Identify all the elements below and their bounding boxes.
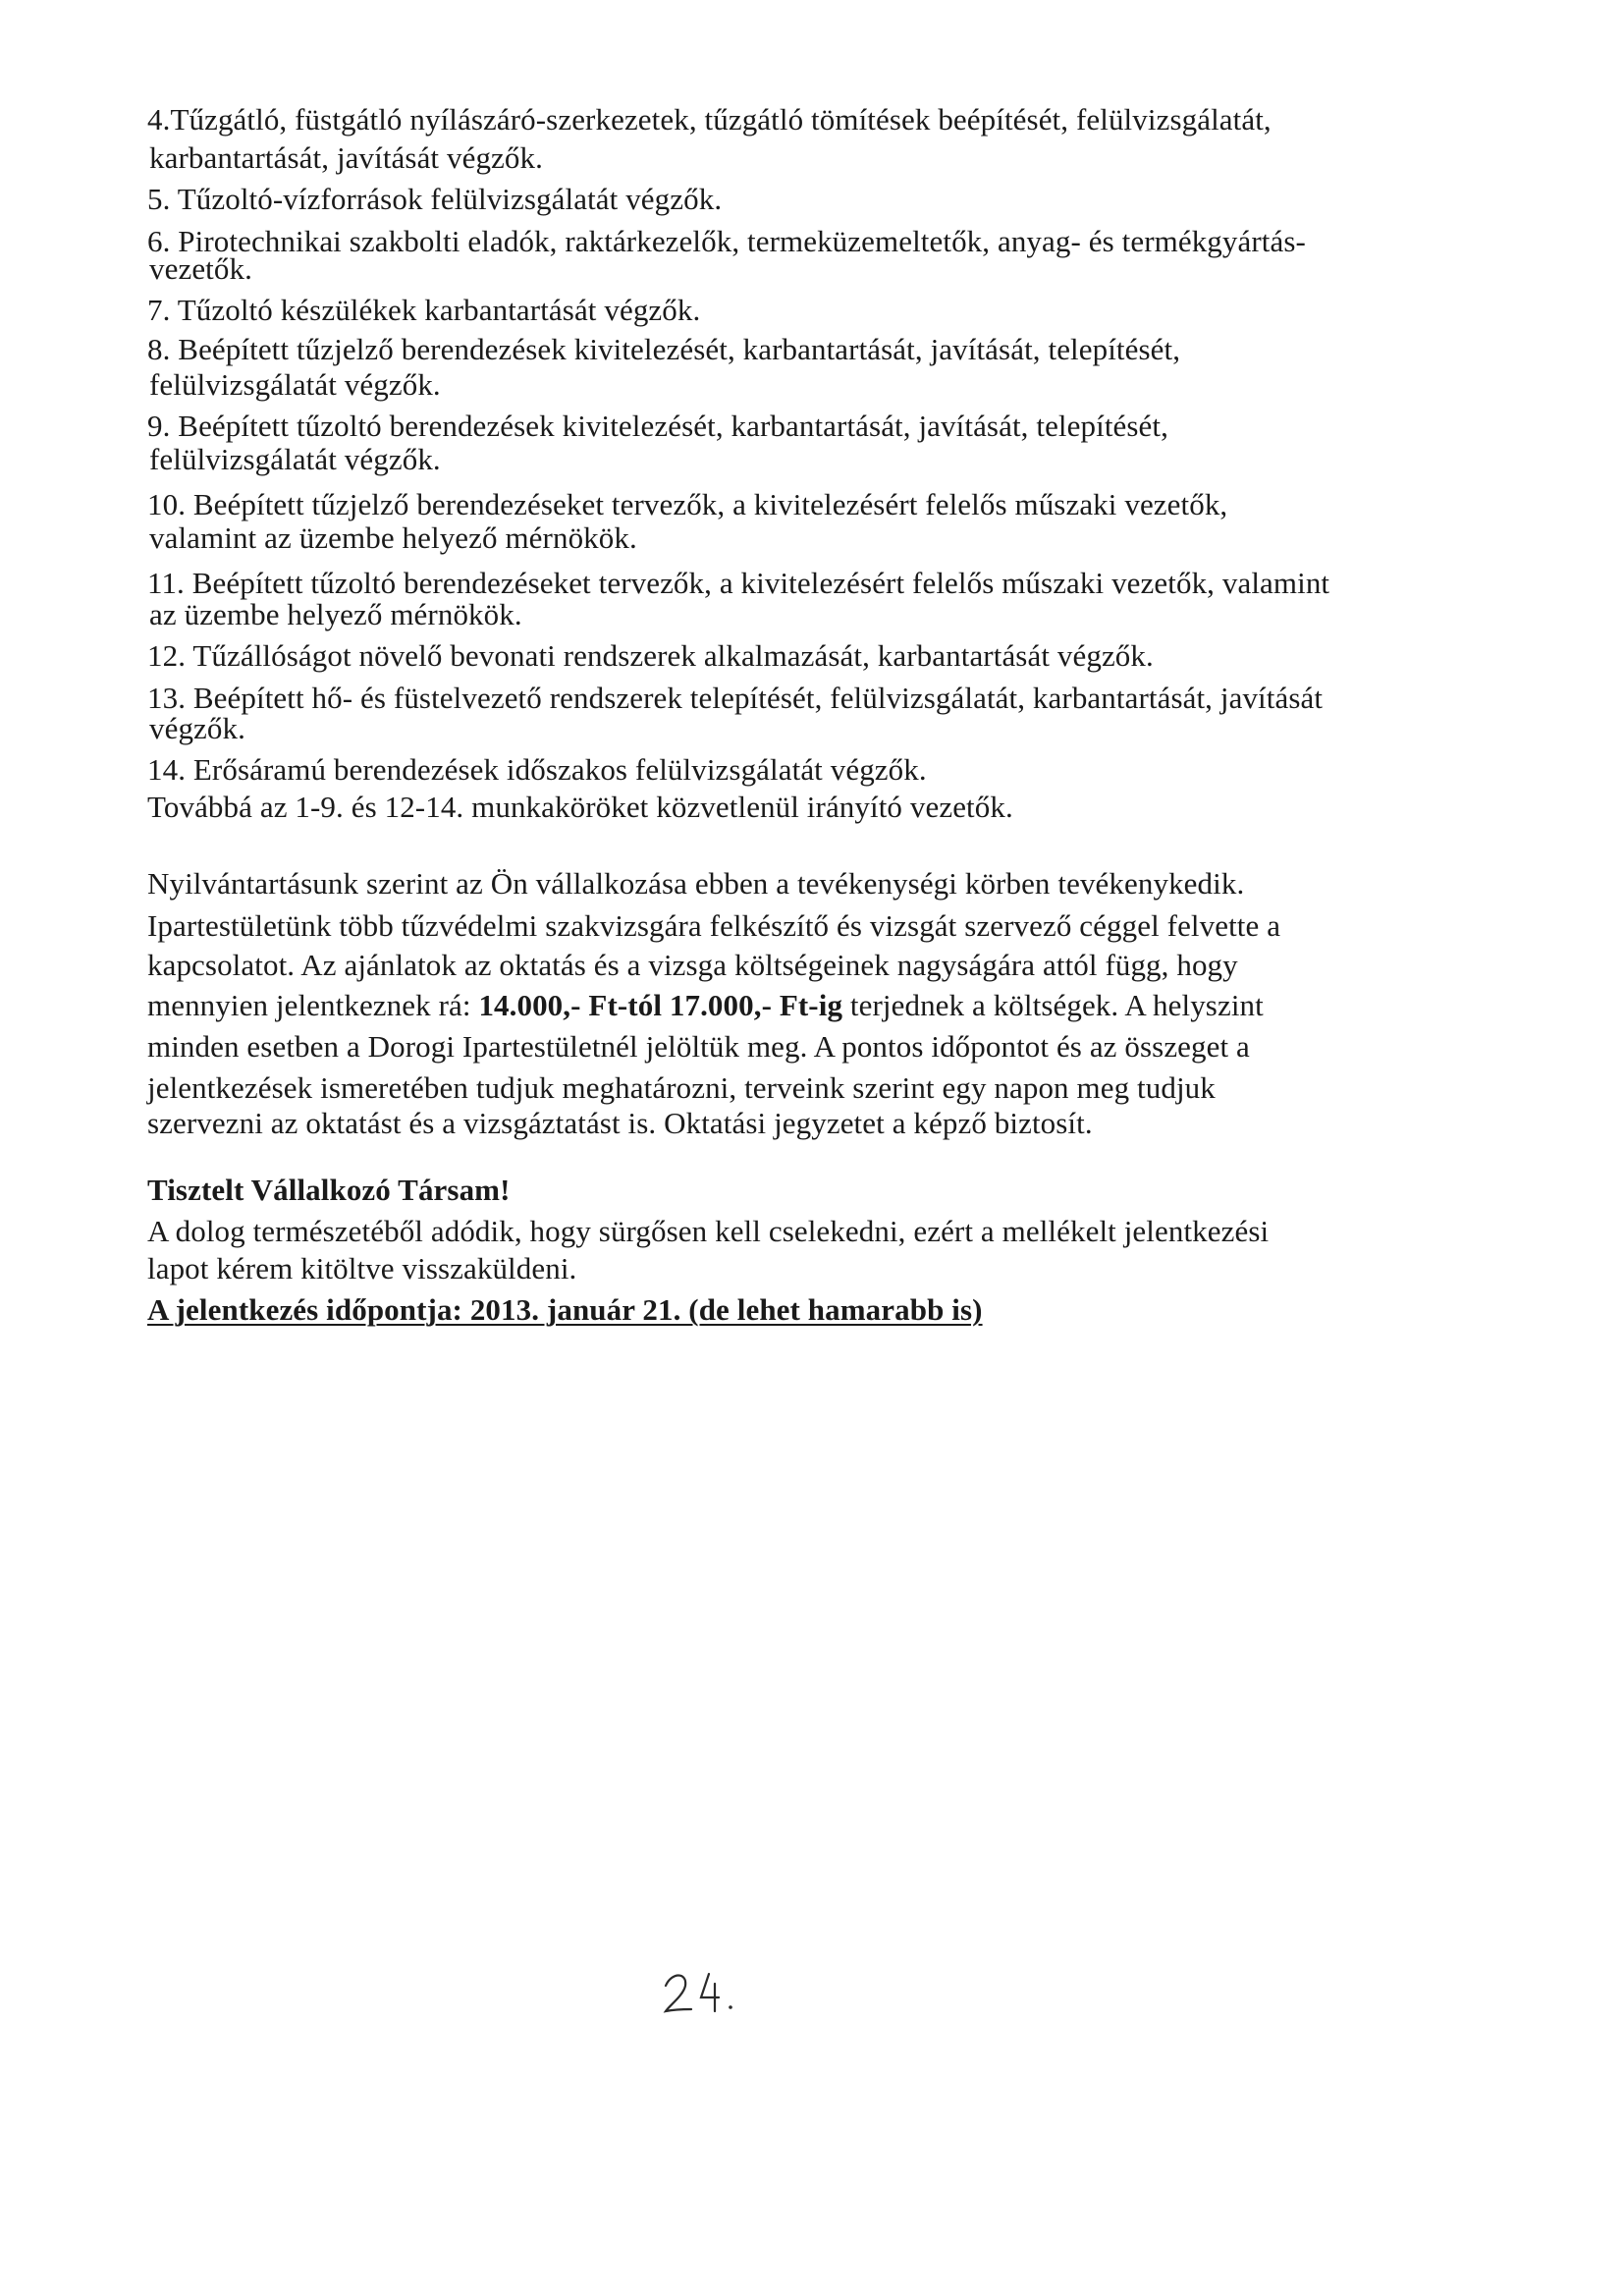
paragraph-line-5: minden esetben a Dorogi Ipartestületnél jelöltük meg. A pontos időpontot és az összeget a bbox=[147, 1029, 1250, 1064]
list-item-8-line-2: felülvizsgálatát végzők. bbox=[149, 367, 441, 402]
closing-line-2: lapot kérem kitöltve visszaküldeni. bbox=[147, 1251, 577, 1285]
list-item-7: 7. Tűzoltó készülékek karbantartását végzők. bbox=[147, 293, 701, 327]
paragraph-line-3: kapcsolatot. Az ajánlatok az oktatás és a vizsga költségeinek nagyságára attól függ, hogy bbox=[147, 948, 1238, 982]
list-item-13-line-1: 13. Beépített hő- és füstelvezető rendszerek telepítését, felülvizsgálatát, karbantartását, javítását bbox=[147, 681, 1324, 715]
deadline: A jelentkezés időpontja: 2013. január 21. (de lehet hamarabb is) bbox=[147, 1292, 983, 1327]
list-item-5: 5. Tűzoltó-vízforrások felülvizsgálatát végzők. bbox=[147, 182, 723, 216]
greeting: Tisztelt Vállalkozó Társam! bbox=[147, 1173, 511, 1207]
list-item-11-line-1: 11. Beépített tűzoltó berendezéseket tervezők, a kivitelezésért felelős műszaki vezetők, valamint bbox=[147, 566, 1330, 600]
list-item-11-line-2: az üzembe helyező mérnökök. bbox=[149, 597, 522, 631]
list-item-14: 14. Erősáramú berendezések időszakos felülvizsgálatát végzők. bbox=[147, 752, 927, 787]
list-item-8-line-1: 8. Beépített tűzjelző berendezések kivitelezését, karbantartását, javítását, telepítését, bbox=[147, 332, 1181, 366]
list-item-6-line-1: 6. Pirotechnikai szakbolti eladók, raktárkezelők, termeküzemeltetők, anyag- és termékgyártás- bbox=[147, 224, 1306, 258]
also-line: Továbbá az 1-9. és 12-14. munkaköröket közvetlenül irányító vezetők. bbox=[147, 790, 1013, 824]
list-item-12: 12. Tűzállóságot növelő bevonati rendszerek alkalmazását, karbantartását végzők. bbox=[147, 638, 1154, 673]
handwritten-note bbox=[660, 1964, 748, 2023]
list-item-9-line-2: felülvizsgálatát végzők. bbox=[149, 442, 441, 476]
paragraph-line-6: jelentkezések ismeretében tudjuk meghatározni, terveink szerint egy napon meg tudjuk bbox=[147, 1070, 1216, 1105]
paragraph-line-4-text-a: mennyien jelentkeznek rá: bbox=[147, 988, 479, 1022]
price-range: 14.000,- Ft-tól 17.000,- Ft-ig bbox=[478, 988, 843, 1022]
paragraph-line-4 bbox=[147, 986, 1264, 1025]
list-item-9-line-1: 9. Beépített tűzoltó berendezések kivitelezését, karbantartását, javítását, telepítését, bbox=[147, 409, 1168, 443]
paragraph-line-1: Nyilvántartásunk szerint az Ön vállalkozása ebben a tevékenységi körben tevékenykedik. bbox=[147, 866, 1245, 901]
list-item-10-line-1: 10. Beépített tűzjelző berendezéseket tervezők, a kivitelezésért felelős műszaki vezetők, bbox=[147, 487, 1228, 521]
paragraph-line-7: szervezni az oktatást és a vizsgáztatást is. Oktatási jegyzetet a képző biztosít. bbox=[147, 1106, 1093, 1140]
list-item-6-line-2: vezetők. bbox=[149, 251, 252, 286]
paragraph-line-2: Ipartestületünk több tűzvédelmi szakvizsgára felkészítő és vizsgát szervező céggel felvette a bbox=[147, 908, 1281, 943]
paragraph-line-4-text-c: terjednek a költségek. A helyszint bbox=[842, 988, 1264, 1022]
list-item-13-line-2: végzők. bbox=[149, 711, 245, 745]
list-item-4-line-2: karbantartását, javítását végzők. bbox=[149, 140, 543, 175]
list-item-4-line-1: 4.Tűzgátló, füstgátló nyílászáró-szerkezetek, tűzgátló tömítések beépítését, felülvizsgálatát, bbox=[147, 102, 1272, 137]
list-item-10-line-2: valamint az üzembe helyező mérnökök. bbox=[149, 520, 637, 555]
closing-line-1: A dolog természetéből adódik, hogy sürgősen kell cselekedni, ezért a mellékelt jelentkezési bbox=[147, 1214, 1270, 1248]
